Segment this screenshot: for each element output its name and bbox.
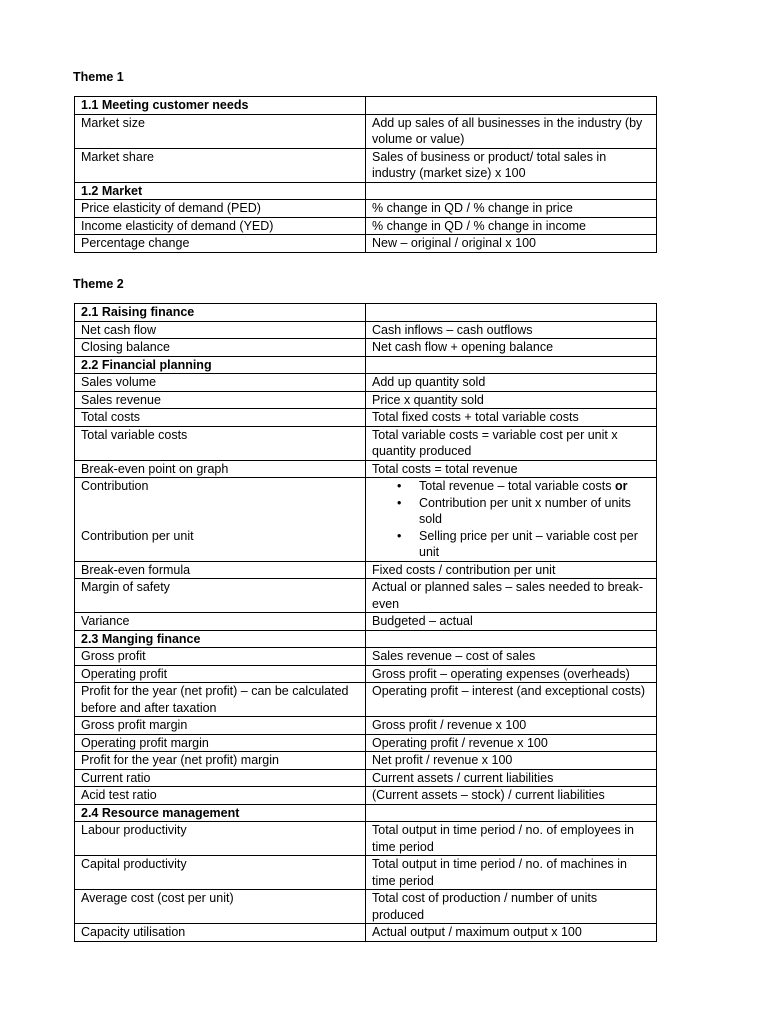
term-cell: Total variable costs — [75, 426, 366, 460]
term-cell: Capacity utilisation — [75, 924, 366, 942]
section-title: 2.1 Raising finance — [75, 304, 366, 322]
section-title: 2.4 Resource management — [75, 804, 366, 822]
formula-cell: % change in QD / % change in price — [366, 200, 657, 218]
term-cell: Profit for the year (net profit) – can be calculated before and after taxation — [75, 683, 366, 717]
term-cell: Variance — [75, 613, 366, 631]
term-cell: Percentage change — [75, 235, 366, 253]
table-row — [75, 822, 657, 856]
term-contribution: Contribution — [81, 479, 149, 493]
table-row — [75, 114, 657, 148]
formula-cell — [366, 304, 657, 322]
section-title: 2.2 Financial planning — [75, 356, 366, 374]
table-row — [75, 648, 657, 666]
term-cell: Break-even point on graph — [75, 460, 366, 478]
formula-cell: Total cost of production / number of units produced — [366, 890, 657, 924]
table-row — [75, 769, 657, 787]
table-row — [75, 717, 657, 735]
table-row — [75, 734, 657, 752]
formula-cell: New – original / original x 100 — [366, 235, 657, 253]
table-row — [75, 217, 657, 235]
formula-cell: Sales of business or product/ total sales in industry (market size) x 100 — [366, 148, 657, 182]
table-row — [75, 665, 657, 683]
table-row — [75, 787, 657, 805]
term-cell: Break-even formula — [75, 561, 366, 579]
table-row — [75, 235, 657, 253]
formula-cell: % change in QD / % change in income — [366, 217, 657, 235]
term-cell: Market share — [75, 148, 366, 182]
term-cell: Price elasticity of demand (PED) — [75, 200, 366, 218]
formula-cell: Net profit / revenue x 100 — [366, 752, 657, 770]
section-title: 1.2 Market — [75, 182, 366, 200]
term-cell: Operating profit — [75, 665, 366, 683]
table-row — [75, 200, 657, 218]
table-row — [75, 856, 657, 890]
table-row — [75, 391, 657, 409]
section-header-row — [75, 804, 657, 822]
formula-cell: Add up sales of all businesses in the industry (by volume or value) — [366, 114, 657, 148]
theme-1-table — [74, 96, 657, 253]
formula-cell: Add up quantity sold — [366, 374, 657, 392]
table-row — [75, 374, 657, 392]
theme-1-heading: Theme 1 — [73, 70, 124, 84]
table-row — [75, 613, 657, 631]
formula-cell — [366, 182, 657, 200]
term-cell: Market size — [75, 114, 366, 148]
table-row — [75, 321, 657, 339]
formula-cell: Total variable costs = variable cost per unit x quantity produced — [366, 426, 657, 460]
formula-cell — [366, 804, 657, 822]
formula-cell: Current assets / current liabilities — [366, 769, 657, 787]
formula-cell — [366, 630, 657, 648]
table-row — [75, 683, 657, 717]
formula-cell: Operating profit – interest (and exceptional costs) — [366, 683, 657, 717]
term-cell: Income elasticity of demand (YED) — [75, 217, 366, 235]
term-cell: Net cash flow — [75, 321, 366, 339]
formula-cell: Budgeted – actual — [366, 613, 657, 631]
section-header-row — [75, 182, 657, 200]
term-cell: Acid test ratio — [75, 787, 366, 805]
formula-cell: (Current assets – stock) / current liabilities — [366, 787, 657, 805]
table-row — [75, 148, 657, 182]
table-row — [75, 579, 657, 613]
section-header-row — [75, 304, 657, 322]
contribution-formula-item: • Contribution per unit x number of units sold — [419, 495, 650, 528]
term-cell: Sales volume — [75, 374, 366, 392]
table-row — [75, 409, 657, 427]
section-header-row — [75, 97, 657, 115]
term-contribution-per-unit: Contribution per unit — [81, 528, 194, 543]
formula-cell: Price x quantity sold — [366, 391, 657, 409]
term-cell: Sales revenue — [75, 391, 366, 409]
table-row — [75, 426, 657, 460]
formula-cell: Total costs = total revenue — [366, 460, 657, 478]
formula-cell: Fixed costs / contribution per unit — [366, 561, 657, 579]
formula-cell: Actual output / maximum output x 100 — [366, 924, 657, 942]
term-cell: Capital productivity — [75, 856, 366, 890]
table-row — [75, 561, 657, 579]
table-row — [75, 752, 657, 770]
term-cell: Gross profit margin — [75, 717, 366, 735]
term-cell: Closing balance — [75, 339, 366, 357]
contribution-formula-item: • Selling price per unit – variable cost per unit — [419, 528, 650, 561]
formula-cell: Actual or planned sales – sales needed to break-even — [366, 579, 657, 613]
term-cell: Operating profit margin — [75, 734, 366, 752]
formula-cell — [366, 97, 657, 115]
term-cell: Gross profit — [75, 648, 366, 666]
term-cell: Profit for the year (net profit) margin — [75, 752, 366, 770]
formula-cell: Operating profit / revenue x 100 — [366, 734, 657, 752]
table-row — [75, 339, 657, 357]
formula-cell: Gross profit – operating expenses (overheads) — [366, 665, 657, 683]
formula-cell: Total output in time period / no. of machines in time period — [366, 856, 657, 890]
theme-2-table — [74, 303, 657, 942]
table-row — [75, 890, 657, 924]
contribution-formula-item: • Total revenue – total variable costs or — [419, 478, 650, 495]
section-title: 2.3 Manging finance — [75, 630, 366, 648]
section-header-row — [75, 356, 657, 374]
section-header-row — [75, 630, 657, 648]
formula-cell: Total fixed costs + total variable costs — [366, 409, 657, 427]
formula-cell: Cash inflows – cash outflows — [366, 321, 657, 339]
table-row — [75, 460, 657, 478]
formula-cell: Net cash flow + opening balance — [366, 339, 657, 357]
contribution-formula-list — [372, 478, 650, 561]
table-row-contribution — [75, 478, 657, 562]
term-cell: Current ratio — [75, 769, 366, 787]
formula-cell: Sales revenue – cost of sales — [366, 648, 657, 666]
term-cell: Labour productivity — [75, 822, 366, 856]
formula-cell: Total output in time period / no. of employees in time period — [366, 822, 657, 856]
table-row — [75, 924, 657, 942]
section-title: 1.1 Meeting customer needs — [75, 97, 366, 115]
term-cell: Margin of safety — [75, 579, 366, 613]
theme-2-heading: Theme 2 — [73, 277, 124, 291]
term-cell: Total costs — [75, 409, 366, 427]
formula-cell — [366, 356, 657, 374]
formula-cell: Gross profit / revenue x 100 — [366, 717, 657, 735]
term-cell: Average cost (cost per unit) — [75, 890, 366, 924]
